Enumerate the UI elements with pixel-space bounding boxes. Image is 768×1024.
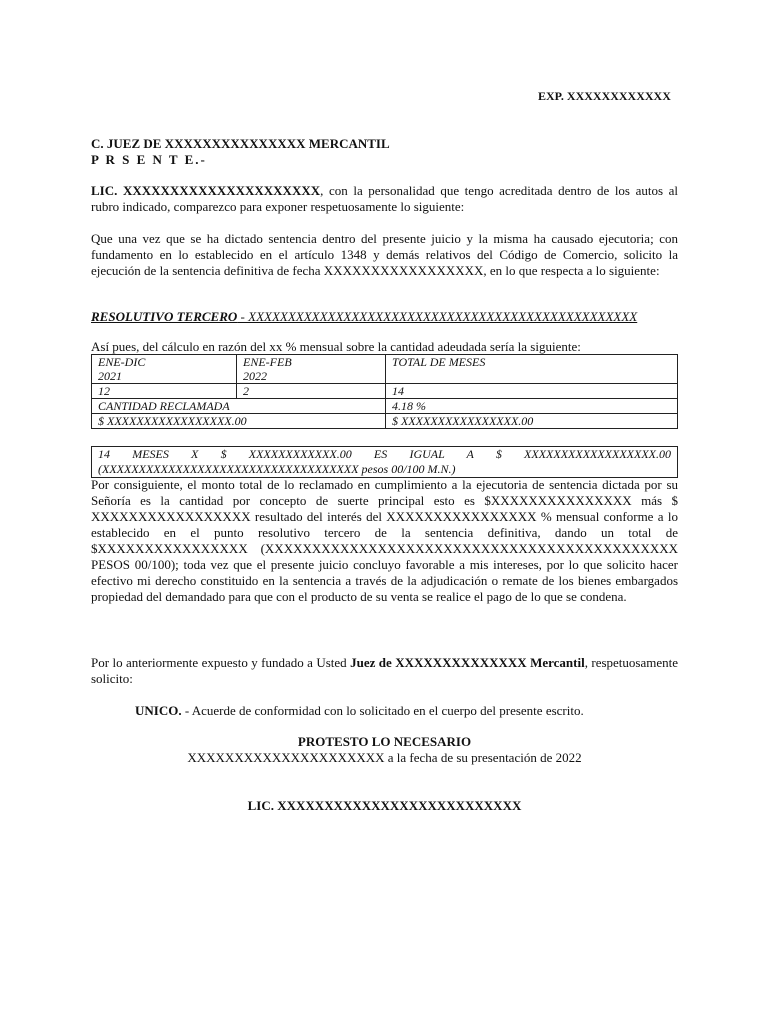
calculation-intro: Así pues, del cálculo en razón del xx % mensual sobre la cantidad adeudada sería la siguiente: <box>91 339 581 354</box>
unico-petition <box>135 703 584 719</box>
result-box <box>91 446 678 478</box>
protesto-heading: PROTESTO LO NECESARIO <box>297 734 472 749</box>
table-row <box>92 355 678 384</box>
table-cell: 4.18 % <box>386 399 678 414</box>
period-year: 2022 <box>243 369 267 383</box>
table-cell: TOTAL DE MESES <box>386 355 678 384</box>
result-line: 14 MESES X $ XXXXXXXXXXXX.00 ES IGUAL A $ XXXXXXXXXXXXXXXXXX.00 <box>98 447 671 461</box>
period-year: 2021 <box>98 369 122 383</box>
expuesto-text: Por lo anteriormente expuesto y fundado a Usted <box>91 655 351 670</box>
table-cell: 14 <box>386 384 678 399</box>
intro-text: , con la personalidad que tengo acreditada dentro de los autos al rubro indicado, comparezco para exponer respetuosamente lo siguiente: <box>91 183 678 214</box>
addressee-judge: C. JUEZ DE XXXXXXXXXXXXXXX MERCANTIL <box>91 136 390 151</box>
period-label: ENE-DIC <box>98 355 146 369</box>
unico-text: - Acuerde de conformidad con lo solicitado en el cuerpo del presente escrito. <box>181 703 584 718</box>
resolutivo-heading <box>91 309 637 325</box>
calculation-table <box>91 354 678 429</box>
expuesto-paragraph <box>91 655 678 687</box>
intro-paragraph <box>91 183 678 215</box>
table-cell: 12 <box>92 384 237 399</box>
sentencia-paragraph: Que una vez que se ha dictado sentencia dentro del presente juicio y la misma ha causado ejecutoria; con fundamento en lo establecido en el artículo 1348 y demás relativos del Código de Comercio, solicito la ejecución de la sentencia definitiva de fecha XXXXXXXXXXXXXXXXX, en lo que respecta a lo siguiente: <box>91 231 678 278</box>
period-label: ENE-FEB <box>243 355 292 369</box>
table-cell <box>237 355 386 384</box>
table-cell: CANTIDAD RECLAMADA <box>92 399 386 414</box>
table-cell: $ XXXXXXXXXXXXXXXX.00 <box>386 414 678 429</box>
presente-line: P R S E N T E.- <box>91 152 207 167</box>
table-cell: $ XXXXXXXXXXXXXXXXX.00 <box>92 414 386 429</box>
signature-name: LIC. XXXXXXXXXXXXXXXXXXXXXXXXXX <box>247 798 522 813</box>
expuesto-text-end: , respetuosamente solicito: <box>91 655 679 686</box>
table-cell <box>92 355 237 384</box>
lawyer-name: LIC. XXXXXXXXXXXXXXXXXXXXX <box>91 183 321 198</box>
table-row <box>92 414 678 429</box>
expuesto-judge: Juez de XXXXXXXXXXXXXX Mercantil <box>350 655 585 670</box>
table-row <box>92 384 678 399</box>
date-line: XXXXXXXXXXXXXXXXXXXXX a la fecha de su presentación de 2022 <box>187 750 582 765</box>
result-amount-words: (XXXXXXXXXXXXXXXXXXXXXXXXXXXXXXXXXXX pesos 00/100 M.N.) <box>98 462 456 476</box>
table-row <box>92 399 678 414</box>
unico-label: UNICO. <box>135 703 182 718</box>
consiguiente-paragraph: Por consiguiente, el monto total de lo reclamado en cumplimiento a la ejecutoria de sentencia dictada por su Señoría es la cantidad por concepto de suerte principal esto es $XXXXXXXXXXXXXXX más $ XXXXXXXXXXXXXXXXX resultado del interés del XXXXXXXXXXXXXXXX % mensual conforme a lo establecido en el punto resolutivo tercero de la sentencia definitiva, dando un total de $XXXXXXXXXXXXXXXX (XXXXXXXXXXXXXXXXXXXXXXXXXXXXXXXXXXXXXXXXXXXX PESOS 00/100); toda vez que el presente juicio concluyo favorable a mis intereses, por lo que solicito hacer efectivo mi derecho constituido en la sentencia a través de la adjudicación o remate de los bienes embargados propiedad del demandado para que con el producto de su venta se realice el pago de lo que se condena. <box>91 477 678 604</box>
expediente-number: EXP. XXXXXXXXXXXX <box>538 89 671 103</box>
table-cell: 2 <box>237 384 386 399</box>
resolutivo-title: RESOLUTIVO TERCERO <box>91 309 238 324</box>
resolutivo-rest: - XXXXXXXXXXXXXXXXXXXXXXXXXXXXXXXXXXXXXXXXXXXXXXXXX <box>237 309 638 324</box>
